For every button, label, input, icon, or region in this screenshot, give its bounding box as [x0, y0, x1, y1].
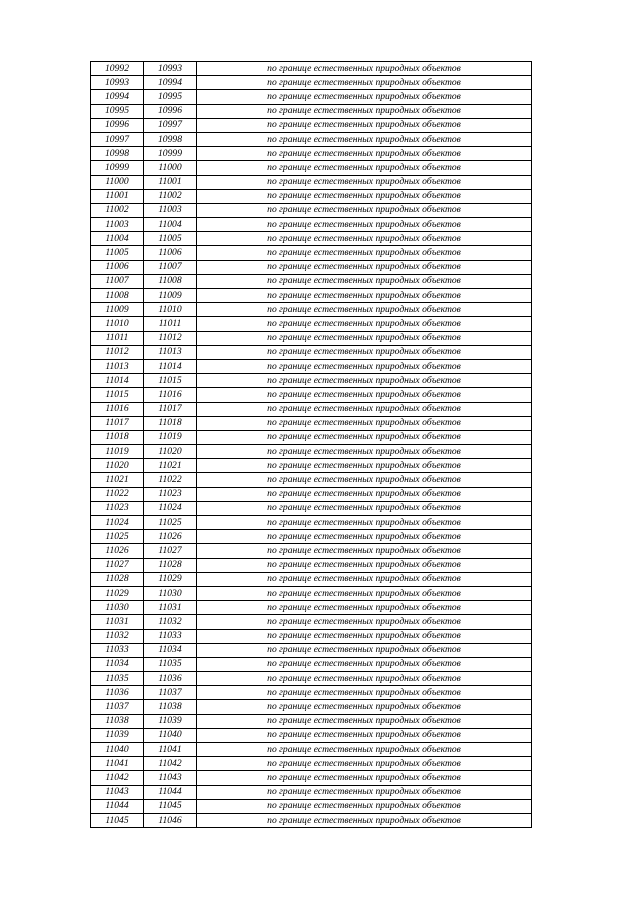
point-to-cell: 11038 [144, 700, 197, 714]
boundary-description-cell: по границе естественных природных объектов [197, 728, 532, 742]
table-row [91, 743, 532, 757]
boundary-description-cell: по границе естественных природных объектов [197, 430, 532, 444]
point-to-cell: 11023 [144, 487, 197, 501]
boundary-description-cell: по границе естественных природных объектов [197, 246, 532, 260]
point-from-cell: 11015 [91, 388, 144, 402]
point-to-cell: 11012 [144, 331, 197, 345]
point-from-cell: 11035 [91, 672, 144, 686]
point-from-cell: 11016 [91, 402, 144, 416]
table-row [91, 388, 532, 402]
point-to-cell: 11036 [144, 672, 197, 686]
point-to-cell: 11039 [144, 714, 197, 728]
boundary-description-cell: по границе естественных природных объектов [197, 232, 532, 246]
table-row [91, 629, 532, 643]
point-from-cell: 11026 [91, 544, 144, 558]
boundary-description-cell: по границе естественных природных объектов [197, 161, 532, 175]
point-from-cell: 11029 [91, 586, 144, 600]
point-from-cell: 11020 [91, 459, 144, 473]
boundary-description-cell: по границе естественных природных объектов [197, 62, 532, 76]
table-row [91, 430, 532, 444]
boundary-description-cell: по границе естественных природных объектов [197, 586, 532, 600]
point-from-cell: 11021 [91, 473, 144, 487]
point-from-cell: 11033 [91, 643, 144, 657]
point-to-cell: 11034 [144, 643, 197, 657]
point-from-cell: 10995 [91, 104, 144, 118]
table-row [91, 686, 532, 700]
table-row [91, 246, 532, 260]
boundary-description-cell: по границе естественных природных объектов [197, 757, 532, 771]
table-row [91, 643, 532, 657]
boundary-description-cell: по границе естественных природных объектов [197, 374, 532, 388]
boundary-description-cell: по границе естественных природных объектов [197, 714, 532, 728]
boundary-description-cell: по границе естественных природных объектов [197, 90, 532, 104]
point-to-cell: 11014 [144, 359, 197, 373]
point-from-cell: 11040 [91, 743, 144, 757]
table-row [91, 90, 532, 104]
point-to-cell: 11008 [144, 274, 197, 288]
point-from-cell: 11012 [91, 345, 144, 359]
boundary-description-cell: по границе естественных природных объектов [197, 132, 532, 146]
point-from-cell: 11009 [91, 303, 144, 317]
boundary-description-cell: по границе естественных природных объектов [197, 672, 532, 686]
point-from-cell: 10997 [91, 132, 144, 146]
boundary-description-cell: по границе естественных природных объектов [197, 743, 532, 757]
boundary-description-cell: по границе естественных природных объектов [197, 445, 532, 459]
point-from-cell: 11003 [91, 218, 144, 232]
point-from-cell: 11036 [91, 686, 144, 700]
point-to-cell: 11035 [144, 657, 197, 671]
table-row [91, 672, 532, 686]
point-to-cell: 10995 [144, 90, 197, 104]
point-to-cell: 11005 [144, 232, 197, 246]
point-to-cell: 11044 [144, 785, 197, 799]
point-from-cell: 11023 [91, 501, 144, 515]
point-to-cell: 11031 [144, 601, 197, 615]
boundary-description-cell: по границе естественных природных объектов [197, 260, 532, 274]
table-row [91, 714, 532, 728]
table-row [91, 331, 532, 345]
table-row [91, 62, 532, 76]
table-row [91, 274, 532, 288]
point-from-cell: 10996 [91, 118, 144, 132]
point-from-cell: 11008 [91, 289, 144, 303]
boundary-description-cell: по границе естественных природных объектов [197, 501, 532, 515]
point-to-cell: 11000 [144, 161, 197, 175]
point-from-cell: 11005 [91, 246, 144, 260]
boundary-table [90, 61, 532, 828]
table-row [91, 175, 532, 189]
boundary-description-cell: по границе естественных природных объектов [197, 473, 532, 487]
point-to-cell: 11010 [144, 303, 197, 317]
point-from-cell: 11041 [91, 757, 144, 771]
boundary-description-cell: по границе естественных природных объектов [197, 572, 532, 586]
point-from-cell: 11001 [91, 189, 144, 203]
boundary-description-cell: по границе естественных природных объектов [197, 643, 532, 657]
boundary-description-cell: по границе естественных природных объектов [197, 388, 532, 402]
table-row [91, 303, 532, 317]
table-row [91, 132, 532, 146]
table-row [91, 757, 532, 771]
boundary-description-cell: по границе естественных природных объектов [197, 289, 532, 303]
point-from-cell: 11022 [91, 487, 144, 501]
table-row [91, 104, 532, 118]
table-row [91, 416, 532, 430]
table-row [91, 218, 532, 232]
point-to-cell: 11040 [144, 728, 197, 742]
boundary-table-body [91, 62, 532, 828]
table-row [91, 118, 532, 132]
point-to-cell: 11037 [144, 686, 197, 700]
point-to-cell: 10998 [144, 132, 197, 146]
boundary-description-cell: по границе естественных природных объектов [197, 331, 532, 345]
table-row [91, 799, 532, 813]
boundary-description-cell: по границе естественных природных объектов [197, 218, 532, 232]
point-from-cell: 11002 [91, 203, 144, 217]
point-from-cell: 11025 [91, 530, 144, 544]
point-to-cell: 11019 [144, 430, 197, 444]
table-row [91, 345, 532, 359]
boundary-description-cell: по границе естественных природных объектов [197, 76, 532, 90]
point-from-cell: 11037 [91, 700, 144, 714]
point-to-cell: 11015 [144, 374, 197, 388]
table-row [91, 530, 532, 544]
table-row [91, 771, 532, 785]
boundary-description-cell: по границе естественных природных объектов [197, 544, 532, 558]
boundary-description-cell: по границе естественных природных объектов [197, 516, 532, 530]
boundary-description-cell: по границе естественных природных объектов [197, 700, 532, 714]
table-row [91, 189, 532, 203]
point-from-cell: 11013 [91, 359, 144, 373]
boundary-description-cell: по границе естественных природных объектов [197, 118, 532, 132]
point-to-cell: 11002 [144, 189, 197, 203]
boundary-description-cell: по границе естественных природных объектов [197, 416, 532, 430]
table-row [91, 289, 532, 303]
point-from-cell: 11045 [91, 813, 144, 827]
point-from-cell: 11014 [91, 374, 144, 388]
point-from-cell: 10992 [91, 62, 144, 76]
point-to-cell: 11024 [144, 501, 197, 515]
table-row [91, 601, 532, 615]
table-row [91, 586, 532, 600]
table-row [91, 657, 532, 671]
point-to-cell: 11013 [144, 345, 197, 359]
point-to-cell: 11045 [144, 799, 197, 813]
point-from-cell: 11006 [91, 260, 144, 274]
point-from-cell: 11004 [91, 232, 144, 246]
point-to-cell: 11021 [144, 459, 197, 473]
table-row [91, 459, 532, 473]
point-from-cell: 11018 [91, 430, 144, 444]
point-to-cell: 11026 [144, 530, 197, 544]
point-from-cell: 10993 [91, 76, 144, 90]
table-row [91, 232, 532, 246]
point-from-cell: 11017 [91, 416, 144, 430]
table-row [91, 76, 532, 90]
boundary-description-cell: по границе естественных природных объектов [197, 203, 532, 217]
point-from-cell: 11028 [91, 572, 144, 586]
boundary-description-cell: по границе естественных природных объектов [197, 615, 532, 629]
table-row [91, 615, 532, 629]
table-row [91, 487, 532, 501]
boundary-description-cell: по границе естественных природных объектов [197, 189, 532, 203]
boundary-description-cell: по границе естественных природных объектов [197, 359, 532, 373]
point-to-cell: 11033 [144, 629, 197, 643]
table-row [91, 544, 532, 558]
boundary-description-cell: по границе естественных природных объектов [197, 601, 532, 615]
boundary-description-cell: по границе естественных природных объектов [197, 303, 532, 317]
boundary-description-cell: по границе естественных природных объектов [197, 317, 532, 331]
boundary-description-cell: по границе естественных природных объектов [197, 771, 532, 785]
table-row [91, 728, 532, 742]
point-from-cell: 11038 [91, 714, 144, 728]
point-from-cell: 11042 [91, 771, 144, 785]
point-to-cell: 11003 [144, 203, 197, 217]
point-to-cell: 11017 [144, 402, 197, 416]
point-to-cell: 11016 [144, 388, 197, 402]
point-to-cell: 11022 [144, 473, 197, 487]
point-to-cell: 10993 [144, 62, 197, 76]
point-to-cell: 11029 [144, 572, 197, 586]
table-row [91, 785, 532, 799]
point-from-cell: 11039 [91, 728, 144, 742]
boundary-description-cell: по границе естественных природных объектов [197, 104, 532, 118]
table-row [91, 516, 532, 530]
point-from-cell: 11011 [91, 331, 144, 345]
point-from-cell: 11032 [91, 629, 144, 643]
point-from-cell: 11031 [91, 615, 144, 629]
boundary-description-cell: по границе естественных природных объектов [197, 345, 532, 359]
point-to-cell: 11043 [144, 771, 197, 785]
table-row [91, 558, 532, 572]
point-to-cell: 11004 [144, 218, 197, 232]
point-from-cell: 11007 [91, 274, 144, 288]
point-to-cell: 11025 [144, 516, 197, 530]
table-row [91, 317, 532, 331]
point-to-cell: 11032 [144, 615, 197, 629]
point-from-cell: 10994 [91, 90, 144, 104]
boundary-description-cell: по границе естественных природных объектов [197, 657, 532, 671]
boundary-description-cell: по границе естественных природных объектов [197, 459, 532, 473]
point-to-cell: 10996 [144, 104, 197, 118]
point-to-cell: 11011 [144, 317, 197, 331]
table-row [91, 203, 532, 217]
point-from-cell: 10998 [91, 147, 144, 161]
table-row [91, 161, 532, 175]
table-row [91, 374, 532, 388]
boundary-description-cell: по границе естественных природных объектов [197, 629, 532, 643]
table-row [91, 473, 532, 487]
table-row [91, 572, 532, 586]
point-from-cell: 11024 [91, 516, 144, 530]
point-from-cell: 11019 [91, 445, 144, 459]
point-to-cell: 11020 [144, 445, 197, 459]
point-from-cell: 11027 [91, 558, 144, 572]
table-row [91, 445, 532, 459]
point-to-cell: 11042 [144, 757, 197, 771]
table-row [91, 359, 532, 373]
point-from-cell: 11034 [91, 657, 144, 671]
table-row [91, 260, 532, 274]
point-to-cell: 11028 [144, 558, 197, 572]
point-from-cell: 11010 [91, 317, 144, 331]
point-to-cell: 11018 [144, 416, 197, 430]
point-from-cell: 11043 [91, 785, 144, 799]
point-to-cell: 11030 [144, 586, 197, 600]
point-from-cell: 10999 [91, 161, 144, 175]
point-to-cell: 10999 [144, 147, 197, 161]
table-row [91, 501, 532, 515]
boundary-description-cell: по границе естественных природных объектов [197, 686, 532, 700]
point-to-cell: 11007 [144, 260, 197, 274]
boundary-description-cell: по границе естественных природных объектов [197, 799, 532, 813]
point-to-cell: 11046 [144, 813, 197, 827]
boundary-description-cell: по границе естественных природных объектов [197, 813, 532, 827]
point-from-cell: 11044 [91, 799, 144, 813]
boundary-description-cell: по границе естественных природных объектов [197, 785, 532, 799]
point-to-cell: 10994 [144, 76, 197, 90]
table-row [91, 402, 532, 416]
point-to-cell: 11009 [144, 289, 197, 303]
point-to-cell: 11027 [144, 544, 197, 558]
table-row [91, 147, 532, 161]
point-from-cell: 11030 [91, 601, 144, 615]
boundary-description-cell: по границе естественных природных объектов [197, 558, 532, 572]
table-row [91, 700, 532, 714]
boundary-description-cell: по границе естественных природных объектов [197, 175, 532, 189]
boundary-description-cell: по границе естественных природных объектов [197, 274, 532, 288]
point-to-cell: 11001 [144, 175, 197, 189]
boundary-description-cell: по границе естественных природных объектов [197, 147, 532, 161]
boundary-description-cell: по границе естественных природных объектов [197, 487, 532, 501]
point-to-cell: 11006 [144, 246, 197, 260]
point-from-cell: 11000 [91, 175, 144, 189]
boundary-description-cell: по границе естественных природных объектов [197, 530, 532, 544]
table-row [91, 813, 532, 827]
point-to-cell: 10997 [144, 118, 197, 132]
boundary-description-cell: по границе естественных природных объектов [197, 402, 532, 416]
point-to-cell: 11041 [144, 743, 197, 757]
